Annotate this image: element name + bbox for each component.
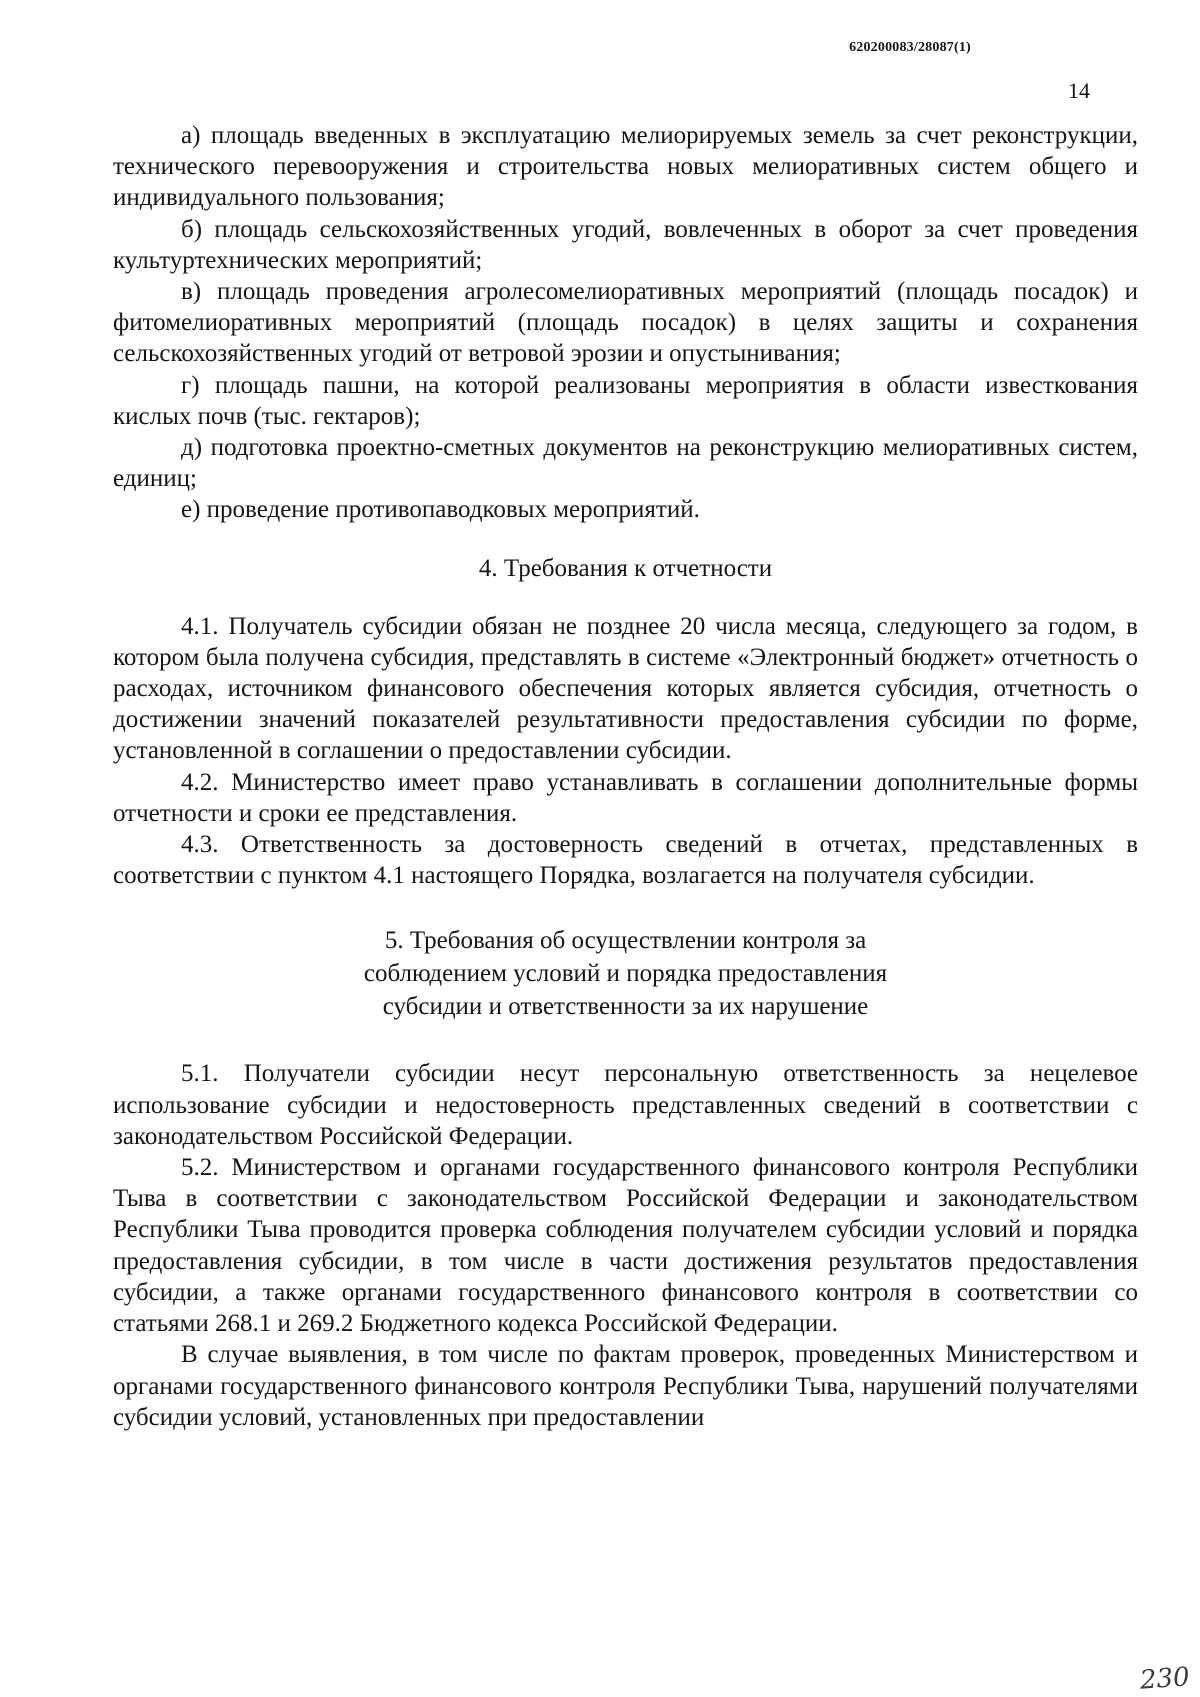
- paragraph: 4.1. Получатель субсидии обязан не позднее 20 числа месяца, следующего за годом, в котором была получена субсидия, представлять в системе «Электронный бюджет» отчетность о расходах, источником финансового обеспечения которых является субсидия, отчетность о достижении значений показателей результативности предоставления субсидии по форме, установленной в соглашении о предоставлении субсидии.: [113, 612, 1138, 765]
- list-item: д) подготовка проектно-сметных документов на реконструкцию мелиоративных систем, единиц;: [113, 434, 1138, 493]
- list-item: б) площадь сельскохозяйственных угодий, вовлеченных в оборот за счет проведения культуртехнических мероприятий;: [113, 215, 1138, 274]
- section-4-title: 4. Требования к отчетности: [478, 554, 773, 582]
- list-item: е) проведение противопаводковых мероприятий.: [181, 496, 700, 524]
- paragraph: В случае выявления, в том числе по фактам проверок, проведенных Министерством и органами государственного финансового контроля Республики Тыва, нарушений получателями субсидии условий, установленных при предоставлении: [113, 1341, 1138, 1431]
- paragraph: 5.2. Министерством и органами государственного финансового контроля Республики Тыва в соответствии с законодательством Российской Федерации и законодательством Республики Тыва проводится проверка соблюдения получателем субсидии условий и порядка предоставления субсидии, в том числе в части достижения результатов предоставления субсидии, а также органами государственного финансового контроля в соответствии со статьями 268.1 и 269.2 Бюджетного кодекса Российской Федерации.: [113, 1154, 1138, 1338]
- section-5-body: [113, 1058, 1138, 1432]
- paragraph: 4.3. Ответственность за достоверность сведений в отчетах, представленных в соответствии с пунктом 4.1 настоящего Порядка, возлагается на получателя субсидии.: [113, 831, 1138, 890]
- section-5-title: 5. Требования об осуществлении контроля за соблюдением условий и порядка предоставления субсидии и ответственности за их нарушение: [363, 927, 888, 1021]
- list-item: г) площадь пашни, на которой реализованы мероприятия в области известкования кислых почв (тыс. гектаров);: [113, 371, 1138, 430]
- document-body: [113, 120, 1138, 1433]
- handwritten-page-mark: 230: [1139, 1662, 1191, 1696]
- section-4-body: [113, 611, 1138, 892]
- list-item: а) площадь введенных в эксплуатацию мелиорируемых земель за счет реконструкции, технического перевооружения и строительства новых мелиоративных систем общего и индивидуального пользования;: [113, 122, 1138, 212]
- paragraph: 5.1. Получатели субсидии несут персональную ответственность за нецелевое использование субсидии и недостоверность представленных сведений в соответствии с законодательством Российской Федерации.: [113, 1060, 1138, 1150]
- page-number: 14: [1068, 78, 1090, 103]
- paragraph: 4.2. Министерство имеет право устанавливать в соглашении дополнительные формы отчетности и сроки ее представления.: [113, 768, 1138, 827]
- list-item: в) площадь проведения агролесомелиоративных мероприятий (площадь посадок) и фитомелиоративных мероприятий (площадь посадок) в целях защиты и сохранения сельскохозяйственных угодий от ветровой эрозии и опустынивания;: [113, 278, 1138, 368]
- indicator-list: [113, 120, 1138, 526]
- document-code: 620200083/28087(1): [849, 40, 971, 55]
